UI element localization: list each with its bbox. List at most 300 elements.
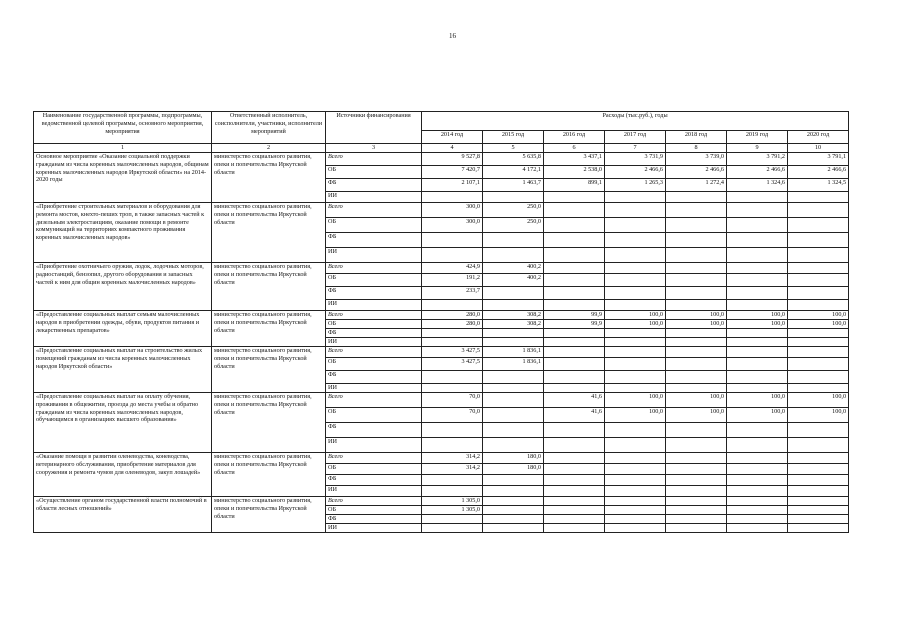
expense-value (483, 371, 544, 384)
expense-value (727, 274, 788, 287)
expense-value (605, 475, 666, 486)
expense-value (483, 423, 544, 438)
expense-value (666, 203, 727, 218)
responsible-executor: министерство социального развития, опеки и попечительства Иркутской области (212, 153, 326, 203)
expense-value (666, 358, 727, 371)
expense-value (727, 515, 788, 524)
expense-value (788, 347, 849, 358)
expense-value (727, 464, 788, 475)
funding-source: ОБ (326, 506, 422, 515)
expense-value: 100,0 (727, 311, 788, 320)
expense-value (727, 263, 788, 274)
expense-value (727, 524, 788, 533)
expense-value: 7 420,7 (422, 166, 483, 179)
expense-value (544, 453, 605, 464)
funding-source: ИИ (326, 384, 422, 393)
expense-value: 100,0 (666, 393, 727, 408)
funding-source: Всего (326, 203, 422, 218)
expense-value (605, 263, 666, 274)
expense-value (544, 464, 605, 475)
expense-value (666, 300, 727, 311)
responsible-executor: министерство социального развития, опеки и попечительства Иркутской области (212, 347, 326, 393)
expense-value (727, 300, 788, 311)
table-row (34, 347, 849, 358)
expense-value (605, 358, 666, 371)
expense-value: 3 739,0 (666, 153, 727, 166)
expense-value (727, 218, 788, 233)
expense-value: 400,2 (483, 274, 544, 287)
funding-source: ФБ (326, 515, 422, 524)
expense-value (788, 453, 849, 464)
expense-value: 899,1 (544, 179, 605, 192)
expense-value: 1 463,7 (483, 179, 544, 192)
table-row (34, 393, 849, 408)
expense-value (605, 453, 666, 464)
expense-value: 100,0 (666, 408, 727, 423)
expense-value (483, 524, 544, 533)
expense-value: 250,0 (483, 218, 544, 233)
expense-value (727, 475, 788, 486)
expense-value: 2 466,6 (727, 166, 788, 179)
expense-value: 280,0 (422, 311, 483, 320)
expense-value (666, 453, 727, 464)
expense-value: 1 272,4 (666, 179, 727, 192)
expense-value: 180,0 (483, 453, 544, 464)
expense-value (544, 506, 605, 515)
header-year: 2015 год (483, 131, 544, 144)
expense-value: 1 836,1 (483, 347, 544, 358)
expense-value (788, 515, 849, 524)
expense-value (483, 486, 544, 497)
expense-value (422, 515, 483, 524)
expense-value (605, 464, 666, 475)
program-name: «Приобретение строительных материалов и оборудования для ремонта мостов, кнехто-пеших троп, в также запасных частей к дизельным электростанциям, оказание помощи в ремонте коммуникаций на территориях компактного проживания коренных малочисленных народов» (34, 203, 212, 263)
expense-value (788, 423, 849, 438)
expense-value (666, 524, 727, 533)
funding-source: ФБ (326, 371, 422, 384)
expense-value: 100,0 (605, 311, 666, 320)
expense-value (666, 475, 727, 486)
funding-source: ОБ (326, 320, 422, 329)
expense-value: 41,6 (544, 393, 605, 408)
expense-value: 3 427,5 (422, 347, 483, 358)
expense-value (605, 497, 666, 506)
expense-value (666, 274, 727, 287)
expense-value (605, 423, 666, 438)
expense-value (483, 287, 544, 300)
expense-value (544, 218, 605, 233)
funding-source: ИИ (326, 438, 422, 453)
expense-value (666, 347, 727, 358)
expense-value (483, 438, 544, 453)
expense-value: 314,2 (422, 453, 483, 464)
funding-source: Всего (326, 453, 422, 464)
funding-source: ИИ (326, 338, 422, 347)
header-expenses: Расходы (тыс.руб.), годы (422, 112, 849, 131)
expense-value: 99,9 (544, 320, 605, 329)
expense-value (666, 506, 727, 515)
expense-value (422, 524, 483, 533)
expense-value (422, 486, 483, 497)
column-number: 4 (422, 144, 483, 153)
expense-value (666, 233, 727, 248)
expense-value (605, 248, 666, 263)
expense-value (605, 329, 666, 338)
responsible-executor: министерство социального развития, опеки и попечительства Иркутской области (212, 453, 326, 497)
funding-source: ИИ (326, 248, 422, 263)
expense-value: 100,0 (727, 393, 788, 408)
expense-value (605, 233, 666, 248)
responsible-executor: министерство социального развития, опеки и попечительства Иркутской области (212, 311, 326, 347)
expense-value (544, 438, 605, 453)
expense-value (544, 338, 605, 347)
expense-value: 3 731,9 (605, 153, 666, 166)
expense-value: 3 791,2 (727, 153, 788, 166)
expense-value (727, 423, 788, 438)
expense-value: 5 635,8 (483, 153, 544, 166)
expense-value (605, 347, 666, 358)
budget-table (33, 111, 849, 533)
expense-value (788, 263, 849, 274)
expense-value (544, 515, 605, 524)
expense-value: 4 172,1 (483, 166, 544, 179)
expense-value (544, 486, 605, 497)
expense-value: 2 466,6 (788, 166, 849, 179)
expense-value (422, 438, 483, 453)
expense-value (788, 371, 849, 384)
header-year: 2016 год (544, 131, 605, 144)
expense-value (788, 506, 849, 515)
expense-value (727, 338, 788, 347)
expense-value (605, 524, 666, 533)
expense-value (788, 438, 849, 453)
page-number: 16 (449, 32, 456, 40)
program-name: «Предоставление социальных выплат семьям малочисленных народов в приобретении одежды, обуви, продуктов питания и лекарственных препаратов» (34, 311, 212, 347)
expense-value (483, 338, 544, 347)
expense-value (727, 486, 788, 497)
expense-value (788, 497, 849, 506)
column-number: 8 (666, 144, 727, 153)
expense-value (544, 192, 605, 203)
funding-source: ФБ (326, 287, 422, 300)
expense-value: 280,0 (422, 320, 483, 329)
expense-value: 70,0 (422, 408, 483, 423)
expense-value (727, 192, 788, 203)
expense-value (483, 300, 544, 311)
column-number: 5 (483, 144, 544, 153)
expense-value: 3 427,5 (422, 358, 483, 371)
column-number: 2 (212, 144, 326, 153)
expense-value: 1 305,0 (422, 506, 483, 515)
header-year: 2020 год (788, 131, 849, 144)
responsible-executor: министерство социального развития, опеки и попечительства Иркутской области (212, 203, 326, 263)
expense-value: 100,0 (788, 408, 849, 423)
expense-value (422, 475, 483, 486)
expense-value (666, 338, 727, 347)
funding-source: ФБ (326, 475, 422, 486)
expense-value (727, 233, 788, 248)
program-name: Основное мероприятие «Оказание социальной поддержки гражданам из числа коренных малочисленных народов, общинам коренных малочисленных народов Иркутской области» на 2014-2020 годы (34, 153, 212, 203)
header-year: 2014 год (422, 131, 483, 144)
expense-value (544, 300, 605, 311)
funding-source: ФБ (326, 423, 422, 438)
expense-value: 100,0 (727, 408, 788, 423)
expense-value (422, 423, 483, 438)
expense-value: 41,6 (544, 408, 605, 423)
funding-source: Всего (326, 497, 422, 506)
expense-value (544, 248, 605, 263)
expense-value (544, 203, 605, 218)
expense-value (544, 371, 605, 384)
expense-value (788, 248, 849, 263)
expense-value (666, 371, 727, 384)
expense-value (666, 384, 727, 393)
responsible-executor: министерство социального развития, опеки и попечительства Иркутской области (212, 497, 326, 533)
expense-value: 100,0 (605, 320, 666, 329)
expense-value (727, 497, 788, 506)
expense-value (788, 486, 849, 497)
expense-value: 2 466,6 (605, 166, 666, 179)
expense-value (666, 218, 727, 233)
expense-value (483, 329, 544, 338)
expense-value (727, 203, 788, 218)
expense-value (788, 524, 849, 533)
expense-value (422, 248, 483, 263)
expense-value (666, 423, 727, 438)
funding-source: ИИ (326, 300, 422, 311)
funding-source: ИИ (326, 486, 422, 497)
expense-value: 308,2 (483, 320, 544, 329)
expense-value: 2 107,1 (422, 179, 483, 192)
header-year: 2018 год (666, 131, 727, 144)
expense-value (483, 506, 544, 515)
expense-value (544, 423, 605, 438)
column-number: 1 (34, 144, 212, 153)
expense-value: 233,7 (422, 287, 483, 300)
program-name: «Предоставление социальных выплат на строительство жилых помещений гражданам из числа коренных малочисленных народов Иркутской области» (34, 347, 212, 393)
expense-value (605, 515, 666, 524)
table-row (34, 453, 849, 464)
table-body (34, 153, 849, 533)
expense-value (666, 329, 727, 338)
expense-value: 100,0 (605, 408, 666, 423)
program-name: «Приобретение охотничьего оружия, лодок, лодочных моторов, радиостанций, бензопил, другого оборудования и запасных частей к ним для общин коренных малочисленных народов» (34, 263, 212, 311)
header-responsible: Ответственный исполнитель, соисполнители, участники, исполнители мероприятий (212, 112, 326, 144)
expense-value (727, 384, 788, 393)
program-name: «Предоставление социальных выплат на оплату обучения, проживания в общежитии, проезда до места учебы и обратно гражданам из числа коренных малочисленных народов, обучающимся в организациях высшего образования» (34, 393, 212, 453)
expense-value: 300,0 (422, 203, 483, 218)
expense-value (605, 218, 666, 233)
funding-source: ОБ (326, 166, 422, 179)
funding-source: Всего (326, 263, 422, 274)
expense-value (544, 524, 605, 533)
expense-value: 1 836,1 (483, 358, 544, 371)
column-number: 10 (788, 144, 849, 153)
expense-value: 400,2 (483, 263, 544, 274)
expense-value (666, 486, 727, 497)
expense-value (666, 497, 727, 506)
expense-value: 314,2 (422, 464, 483, 475)
program-name: «Оказание помощи в развитии оленеводства, коневодства, ветеринарного обслуживания, приобретение материалов для сооружения и ремонта чумов для оленеводов, закуп лошадей» (34, 453, 212, 497)
expense-value (605, 338, 666, 347)
expense-value (788, 329, 849, 338)
expense-value (483, 393, 544, 408)
expense-value: 2 538,0 (544, 166, 605, 179)
expense-value (727, 438, 788, 453)
funding-source: ФБ (326, 233, 422, 248)
expense-value: 9 527,8 (422, 153, 483, 166)
funding-source: Всего (326, 153, 422, 166)
expense-value: 308,2 (483, 311, 544, 320)
expense-value (605, 274, 666, 287)
expense-value (422, 329, 483, 338)
funding-source: ОБ (326, 274, 422, 287)
expense-value (483, 192, 544, 203)
expense-value (605, 300, 666, 311)
expense-value (666, 248, 727, 263)
expense-value (422, 233, 483, 248)
expense-value: 100,0 (788, 311, 849, 320)
expense-value (422, 338, 483, 347)
expense-value (544, 274, 605, 287)
expense-value: 100,0 (727, 320, 788, 329)
expense-value (788, 218, 849, 233)
expense-value: 100,0 (788, 320, 849, 329)
expense-value (727, 287, 788, 300)
funding-source: ИИ (326, 192, 422, 203)
expense-value (788, 192, 849, 203)
expense-value (666, 464, 727, 475)
expense-value (544, 233, 605, 248)
expense-value: 100,0 (605, 393, 666, 408)
column-number: 9 (727, 144, 788, 153)
expense-value: 3 437,1 (544, 153, 605, 166)
expense-value: 191,2 (422, 274, 483, 287)
expense-value (483, 248, 544, 263)
expense-value (788, 274, 849, 287)
column-number: 7 (605, 144, 666, 153)
expense-value (544, 347, 605, 358)
expense-value (727, 371, 788, 384)
expense-value (666, 515, 727, 524)
expense-value: 100,0 (666, 320, 727, 329)
funding-source: ФБ (326, 329, 422, 338)
header-source: Источники финансирования (326, 112, 422, 144)
expense-value: 300,0 (422, 218, 483, 233)
expense-value (788, 300, 849, 311)
funding-source: Всего (326, 311, 422, 320)
header-year: 2019 год (727, 131, 788, 144)
expense-value (422, 300, 483, 311)
funding-source: Всего (326, 393, 422, 408)
expense-value (483, 233, 544, 248)
expense-value: 424,9 (422, 263, 483, 274)
expense-value: 100,0 (788, 393, 849, 408)
expense-value: 70,0 (422, 393, 483, 408)
expense-value (544, 263, 605, 274)
funding-source: ОБ (326, 408, 422, 423)
funding-source: Всего (326, 347, 422, 358)
program-name: «Осуществление органом государственной власти полномочий в области лесных отношений» (34, 497, 212, 533)
expense-value (788, 464, 849, 475)
expense-value (544, 384, 605, 393)
expense-value (422, 384, 483, 393)
expense-value (483, 515, 544, 524)
expense-value (544, 497, 605, 506)
funding-source: ОБ (326, 218, 422, 233)
expense-value (483, 497, 544, 506)
table-row (34, 263, 849, 274)
expense-value (605, 438, 666, 453)
funding-source: ИИ (326, 524, 422, 533)
expense-value: 2 466,6 (666, 166, 727, 179)
expense-value (544, 329, 605, 338)
column-number: 3 (326, 144, 422, 153)
funding-source: ФБ (326, 179, 422, 192)
expense-value (727, 453, 788, 464)
expense-value: 1 324,6 (727, 179, 788, 192)
header-year: 2017 год (605, 131, 666, 144)
column-number: 6 (544, 144, 605, 153)
expense-value: 100,0 (666, 311, 727, 320)
expense-value (788, 384, 849, 393)
expense-value (483, 475, 544, 486)
table-row (34, 497, 849, 506)
responsible-executor: министерство социального развития, опеки и попечительства Иркутской области (212, 393, 326, 453)
expense-value: 1 305,0 (422, 497, 483, 506)
funding-source: ОБ (326, 358, 422, 371)
expense-value (666, 438, 727, 453)
expense-value (544, 358, 605, 371)
table-row (34, 203, 849, 218)
expense-value (605, 486, 666, 497)
expense-value (727, 506, 788, 515)
expense-value: 250,0 (483, 203, 544, 218)
expense-value (422, 192, 483, 203)
expense-value (666, 263, 727, 274)
expense-value (666, 192, 727, 203)
table-row (34, 311, 849, 320)
expense-value (483, 384, 544, 393)
expense-value (727, 248, 788, 263)
expense-value (605, 192, 666, 203)
expense-value (788, 287, 849, 300)
expense-value: 1 324,5 (788, 179, 849, 192)
expense-value (788, 338, 849, 347)
expense-value (727, 347, 788, 358)
expense-value (544, 287, 605, 300)
expense-value (605, 203, 666, 218)
expense-value (605, 384, 666, 393)
expense-value (788, 233, 849, 248)
expense-value (605, 287, 666, 300)
expense-value (727, 358, 788, 371)
expense-value (727, 329, 788, 338)
expense-value (544, 475, 605, 486)
expense-value (605, 506, 666, 515)
expense-value: 180,0 (483, 464, 544, 475)
funding-source: ОБ (326, 464, 422, 475)
expense-value (483, 408, 544, 423)
expense-value: 1 265,3 (605, 179, 666, 192)
expense-value: 3 791,1 (788, 153, 849, 166)
expense-value (788, 358, 849, 371)
table-row (34, 153, 849, 166)
expense-value (788, 475, 849, 486)
expense-value (422, 371, 483, 384)
expense-value (605, 371, 666, 384)
responsible-executor: министерство социального развития, опеки и попечительства Иркутской области (212, 263, 326, 311)
